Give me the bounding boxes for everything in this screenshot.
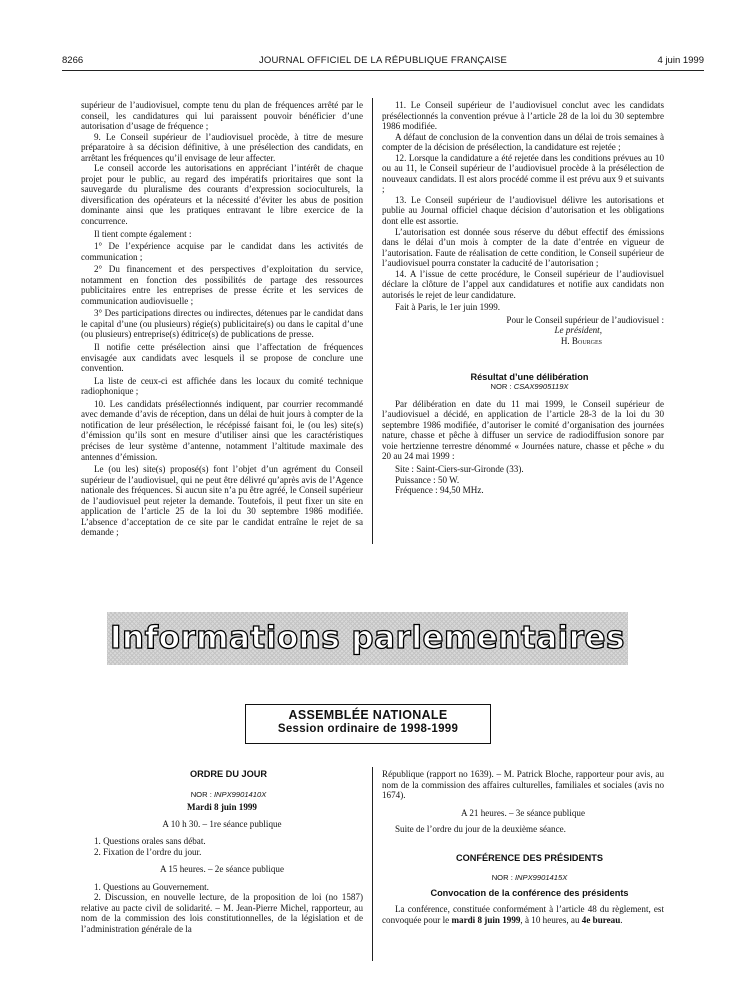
- paragraph: L’autorisation est donnée sous réserve du début effectif des émissions dans le délai d’un mois à compter de la date d’entrée en vigueur de l’autorisation. Faute de réalisation de cette condition, le Conseil supérieur de l’audiovisuel pourra constater la caducité de l’autorisation ;: [382, 226, 664, 269]
- paragraph: Il notifie cette présélection ainsi que l’affectation de fréquences envisagée aux candidats avec lesquels il se propose de conclure une convention.: [81, 342, 363, 374]
- paragraph: La liste de ceux-ci est affichée dans les locaux du comité technique radiophonique ;: [81, 375, 363, 397]
- column-divider: [372, 767, 373, 961]
- agenda-day: Mardi 8 juin 1999: [187, 802, 257, 813]
- header-rule: [62, 70, 704, 71]
- conference-heading: CONFÉRENCE DES PRÉSIDENTS: [455, 852, 604, 863]
- paragraph: 12. Lorsque la candidature a été rejetée dans les conditions prévues au 10 ou au 11, le Conseil supérieur de l’audiovisuel procède à la présélection de nouveaux candidats. Il est alors procédé comme il est prévu aux 9 et suivants ;: [382, 152, 664, 195]
- signature-line: Pour le Conseil supérieur de l’audiovisuel :: [506, 314, 664, 325]
- sitting-heading: A 15 heures. – 2e séance publique: [160, 864, 284, 875]
- paragraph: 3° Des participations directes ou indirectes, détenues par le candidat dans le capital d’une (ou plusieurs) régie(s) publicitaire(s) ou dans le capital d’une (ou plusieurs) entreprise(s) éditrice(s) de publications de presse.: [81, 308, 363, 340]
- page-number: 8266: [62, 55, 84, 66]
- issue-date: 4 juin 1999: [657, 55, 704, 66]
- list-item: 2. Discussion, en nouvelle lecture, de la proposition de loi (no 1587) relative au pacte civil de solidarité. – M. Jean-Pierre Michel, rapporteur, au nom de la commission des lois constitutionnelles, de la législation et de l’administration générale de la: [81, 892, 363, 935]
- site-line: Site : Saint-Ciers-sur-Gironde (33).: [395, 463, 524, 474]
- paragraph: 9. Le Conseil supérieur de l’audiovisuel procède, à titre de mesure préparatoire à sa décision définitive, à une présélection des candidats, en arrêtant les fréquences qu’il envisage de leur affecter.: [81, 131, 363, 163]
- nor-reference: NOR : INPX9901415X: [491, 873, 568, 883]
- convocation-title: Convocation de la conférence des présidents: [430, 887, 629, 898]
- top-left-column: [81, 100, 363, 538]
- column-divider: [372, 98, 373, 544]
- paragraph: Le conseil accorde les autorisations en appréciant l’intérêt de chaque projet pour le public, au regard des impératifs prioritaires que sont la sauvegarde du pluralisme des courants d’expression socioculturels, la diversification des opérateurs et la nécessité d’éviter les abus de position dominante ainsi que les pratiques entravant le libre exercice de la concurrence.: [81, 163, 363, 227]
- assembly-title: ASSEMBLÉE NATIONALE: [288, 708, 448, 722]
- bottom-right-column: [382, 769, 664, 925]
- sitting-heading: A 10 h 30. – 1re séance publique: [162, 818, 282, 829]
- paragraph: La conférence, constituée conformément à l’article 48 du règlement, est convoquée pour le mardi 8 juin 1999, à 10 heures, au 4e bureau.: [382, 904, 664, 925]
- page-header: [62, 55, 704, 69]
- paragraph: Par délibération en date du 11 mai 1999, le Conseil supérieur de l’audiovisuel a décidé, en application de l’article 28-3 de la loi du 30 septembre 1986 modifiée, d’autoriser le comité d’organisation des journées nature, chasse et pêche à diffuser un service de radiodiffusion sonore par voie hertzienne terrestre dénommé « Journées nature, chasse et pêche » du 20 au 24 mai 1999 :: [382, 398, 664, 462]
- top-right-column: [382, 100, 664, 496]
- agenda-heading: ORDRE DU JOUR: [189, 769, 268, 779]
- paragraph: Le (ou les) site(s) proposé(s) font l’objet d’un agrément du Conseil supérieur de l’audiovisuel, qui ne peut être délivré qu’après avis de l’Agence nationale des fréquences. Si aucun site n’a pu être agréé, le Conseil supérieur de l’audiovisuel peut rejeter la demande. Toutefois, il peut fixer un site en application de l’article 25 de la loi du 30 septembre 1986 modifiée. L’absence d’acceptation de ce site par le candidat entraîne le rejet de sa demande ;: [81, 464, 363, 538]
- power-line: Puissance : 50 W.: [395, 474, 460, 485]
- paragraph: A défaut de conclusion de la convention dans un délai de trois semaines à compter de la décision de présélection, la candidature est rejetée ;: [382, 131, 664, 153]
- paragraph: Il tient compte également :: [94, 228, 192, 239]
- paragraph: 1° De l’expérience acquise par le candidat dans les activités de communication ;: [81, 241, 363, 262]
- nor-reference: NOR : INPX9901410X: [190, 789, 267, 799]
- paragraph: 11. Le Conseil supérieur de l’audiovisuel conclut avec les candidats présélectionnés la convention prévue à l’article 28 de la loi du 30 septembre 1986 modifiée.: [382, 100, 664, 132]
- sitting-heading: A 21 heures. – 3e séance publique: [461, 807, 585, 818]
- signature-title: Le président,: [554, 325, 602, 336]
- list-item: 1. Questions orales sans débat.: [94, 836, 206, 847]
- signature-name: H. Bourges: [560, 336, 602, 347]
- journal-title: JOURNAL OFFICIEL DE LA RÉPUBLIQUE FRANÇAISE: [258, 55, 508, 66]
- session-title: Session ordinaire de 1998-1999: [277, 723, 459, 735]
- paragraph: Fait à Paris, le 1er juin 1999.: [395, 302, 501, 313]
- nor-reference: NOR : CSAX9905119X: [490, 382, 569, 392]
- list-item: 2. Fixation de l’ordre du jour.: [94, 846, 202, 857]
- list-item: 1. Questions au Gouvernement.: [94, 881, 209, 892]
- paragraph: République (rapport no 1639). – M. Patrick Bloche, rapporteur pour avis, au nom de la commission des affaires culturelles, familiales et sociales (avis no 1674).: [382, 769, 664, 801]
- paragraph: 10. Les candidats présélectionnés indiquent, par courrier recommandé avec demande d’avis de réception, dans un délai de huit jours à compter de la notification de leur présélection, le récépissé faisant foi, le (ou les) site(s) d’émission qu’ils sont en mesure d’utiliser ainsi que les caractéristiques précises de leur système d’antenne, notamment l’altitude maximale des antennes d’émission.: [81, 398, 363, 462]
- paragraph: Suite de l’ordre du jour de la deuxième séance.: [395, 824, 566, 835]
- frequency-line: Fréquence : 94,50 MHz.: [395, 485, 484, 496]
- assembly-box: [245, 704, 491, 744]
- result-title: Résultat d’une délibération: [470, 371, 589, 382]
- paragraph: 13. Le Conseil supérieur de l’audiovisuel délivre les autorisations et publie au Journal officiel chaque décision d’autorisation et les obligations dont elle est assortie.: [382, 194, 664, 227]
- bottom-left-column: [81, 769, 363, 935]
- paragraph: 2° Du financement et des perspectives d’exploitation du service, notamment en fonction des possibilités de partage des ressources publicitaires entre les entreprises de presse écrite et les services de communication audiovisuelle ;: [81, 264, 363, 306]
- paragraph: supérieur de l’audiovisuel, compte tenu du plan de fréquences arrêté par le conseil, les candidatures qui lui paraissent pouvoir bénéficier d’une autorisation d’usage de fréquence ;: [81, 100, 363, 132]
- banner-title: Informations parlementaires: [109, 620, 626, 656]
- paragraph: 14. A l’issue de cette procédure, le Conseil supérieur de l’audiovisuel déclare la clôture de l’appel aux candidatures et notifie aux candidats non autorisés le rejet de leur candidature.: [382, 268, 664, 300]
